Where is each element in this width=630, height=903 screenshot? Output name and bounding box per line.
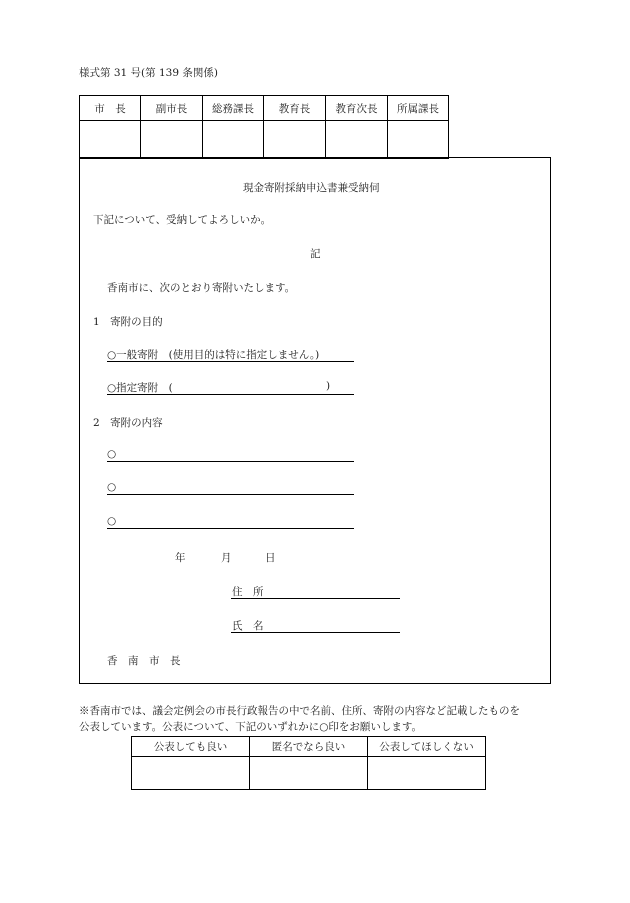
addressee: 香 南 市 長	[107, 655, 181, 667]
stamp-cell-superintendent[interactable]	[264, 121, 326, 159]
content-item-mark: ○	[107, 515, 117, 527]
approval-header-section-chief: 所属課長	[388, 96, 449, 121]
address-input-line[interactable]	[231, 598, 400, 599]
publication-mark-cell-decline[interactable]	[368, 757, 486, 790]
approval-header-superintendent: 教育長	[264, 96, 326, 121]
purpose-designated-input-line[interactable]	[107, 394, 354, 395]
stamp-cell-section-chief[interactable]	[388, 121, 449, 159]
name-label: 氏 名	[232, 620, 264, 632]
form-number: 様式第 31 号(第 139 条関係)	[79, 67, 218, 79]
publication-option-decline: 公表してほしくない	[368, 737, 486, 757]
ki-mark: 記	[310, 248, 321, 260]
purpose-designated-option[interactable]: ○指定寄附 (	[107, 382, 173, 394]
content-item-mark: ○	[107, 448, 117, 460]
publication-mark-cell-anonymous[interactable]	[250, 757, 368, 790]
publication-notice-line2: 公表しています。公表について、下記のいずれかに○印をお願いします。	[79, 721, 423, 733]
date-day-label: 日	[265, 552, 276, 564]
content-item-line[interactable]	[107, 461, 354, 462]
date-year-label: 年	[175, 552, 186, 564]
publication-option-ok: 公表しても良い	[132, 737, 250, 757]
stamp-cell-general-affairs-chief[interactable]	[203, 121, 264, 159]
publication-mark-cell-ok[interactable]	[132, 757, 250, 790]
publication-consent-table	[131, 736, 486, 790]
publication-option-anonymous: 匿名でなら良い	[250, 737, 368, 757]
approval-header-mayor: 市 長	[80, 96, 141, 121]
purpose-designated-close: )	[326, 380, 331, 392]
publication-header-row	[132, 737, 486, 757]
approval-header-deputy-mayor: 副市長	[141, 96, 203, 121]
address-label: 住 所	[232, 586, 264, 598]
purpose-general-option[interactable]: ○一般寄附 (使用目的は特に指定しません。)	[107, 349, 320, 361]
date-month-label: 月	[221, 552, 232, 564]
form-title: 現金寄附採納申込書兼受納伺	[243, 182, 380, 194]
section2-heading: 2 寄附の内容	[93, 417, 163, 429]
approval-stamp-row	[80, 121, 449, 159]
donation-intro: 香南市に、次のとおり寄附いたします。	[107, 282, 296, 294]
approval-header-row	[80, 96, 449, 121]
name-input-line[interactable]	[231, 632, 400, 633]
stamp-cell-mayor[interactable]	[80, 121, 141, 159]
content-item-line[interactable]	[107, 528, 354, 529]
publication-mark-row	[132, 757, 486, 790]
section1-heading: 1 寄附の目的	[93, 316, 163, 328]
publication-notice-line1: ※香南市では、議会定例会の市長行政報告の中で名前、住所、寄附の内容など記載したものを	[79, 705, 520, 717]
purpose-general-underline	[107, 361, 354, 362]
content-item-mark: ○	[107, 481, 117, 493]
approval-header-general-affairs-chief: 総務課長	[203, 96, 264, 121]
stamp-cell-deputy-mayor[interactable]	[141, 121, 203, 159]
approval-header-deputy-superintendent: 教育次長	[326, 96, 388, 121]
approval-table	[79, 95, 449, 159]
receipt-request-text: 下記について、受納してよろしいか。	[93, 214, 272, 226]
stamp-cell-deputy-superintendent[interactable]	[326, 121, 388, 159]
content-item-line[interactable]	[107, 494, 354, 495]
